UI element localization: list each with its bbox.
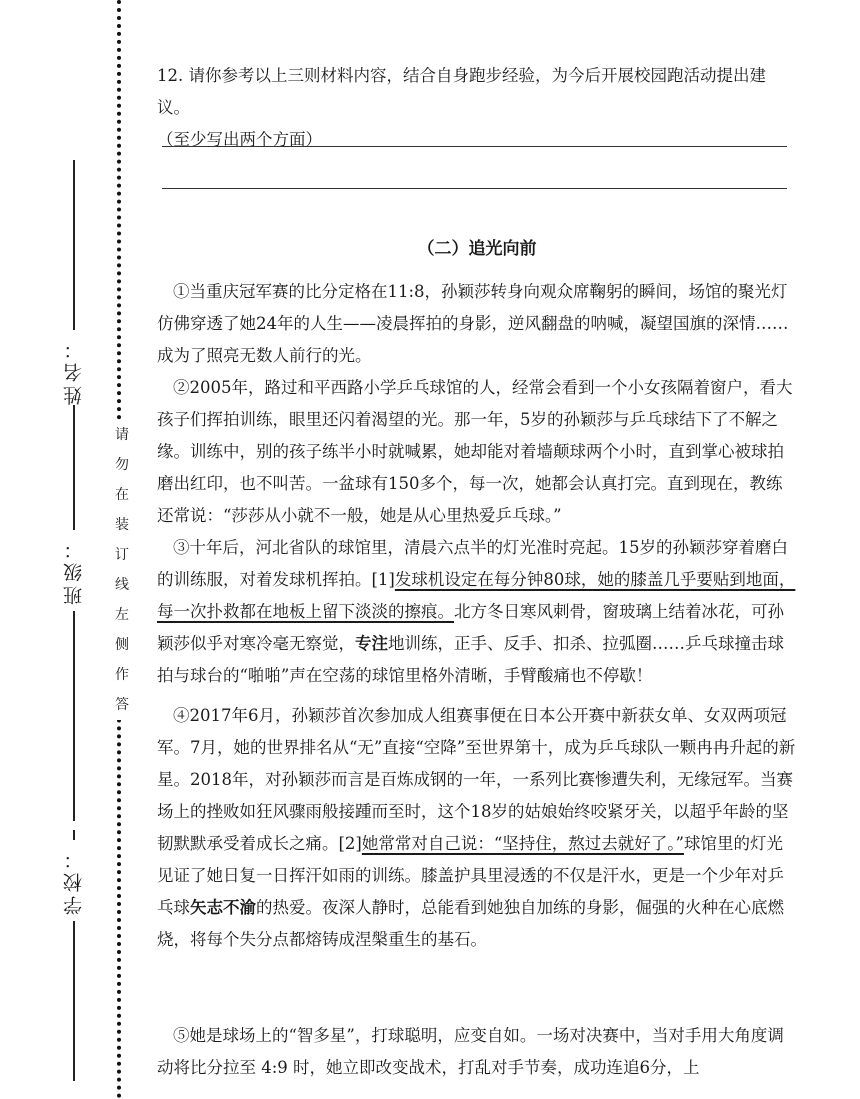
paragraph-text: 十年后，河北省队的球馆里，清晨六点半的灯光准时亮起。15岁的孙颖莎穿着磨白的训练服，对着发球机挥拍。 xyxy=(157,538,788,589)
paragraph-5 xyxy=(157,1020,797,1084)
notice-char: 线 xyxy=(115,577,129,593)
paragraph-4 xyxy=(157,700,797,956)
bold-word-focus: 专注 xyxy=(355,634,388,653)
notice-char: 侧 xyxy=(115,637,129,653)
notice-char: 在 xyxy=(115,487,129,503)
paragraph-number: ① xyxy=(173,282,190,301)
class-blank-line-lower xyxy=(73,611,75,821)
paragraph-text: 她是球场上的“智多星”，打球聪明，应变自如。一场对决赛中，当对手用大角度调动将比分拉至 4:9 时，她立即改变战术，打乱对手节奏，成功连追6分，上 xyxy=(157,1026,784,1077)
paragraph-text: 地训练，正手、反手、扣杀、拉弧圈……乒乓球撞击球拍与球台的“啪啪”声在空荡的球馆里格外清晰，手臂酸痛也不停歇！ xyxy=(157,634,784,685)
question-12-hint: （至少写出两个方面） xyxy=(157,130,322,149)
notice-char: 装 xyxy=(115,517,129,533)
question-12 xyxy=(157,60,797,156)
school-field[interactable] xyxy=(60,830,87,1081)
notice-char: 请 xyxy=(115,427,129,443)
notice-char: 订 xyxy=(115,547,129,563)
binding-notice xyxy=(113,420,131,720)
paragraph-number: ② xyxy=(173,378,190,397)
underlined-sentence-1: 发球机设定在每分钟80球，她的膝盖几乎要贴到地面，每一次扑救都在地板上留下淡淡的擦痕。 xyxy=(157,570,796,621)
bold-word-persistence: 矢志不渝 xyxy=(190,898,256,917)
school-blank-line xyxy=(73,830,75,840)
paragraph-text: 球馆里的灯光见证了她日复一日挥汗如雨的训练。膝盖护具里浸透的不仅是汗水，更是一个少年对乒乓球 xyxy=(157,834,784,917)
school-blank-line-lower xyxy=(73,921,75,1081)
answer-line-1[interactable] xyxy=(162,146,787,147)
paragraph-text: 的热爱。夜深人静时，总能看到她独自加练的身影，倔强的火种在心底燃烧，将每个失分点都熔铸成涅槃重生的基石。 xyxy=(157,898,784,949)
question-12-text: 12. 请你参考以上三则材料内容，结合自身跑步经验，为今后开展校园跑活动提出建议。 xyxy=(157,66,766,117)
paragraph-text: 2017年6月，孙颖莎首次参加成人组赛事便在日本公开赛中新获女单、女双两项冠军。7月，她的世界排名从“无”直接“空降”至世界第十，成为乒乓球队一颗冉冉升起的新星。2018年，对孙颖莎而言是百炼成钢的一年，一系列比赛惨遭失利，无缘冠军。当赛场上的挫败如狂风骤雨般接踵而至时，这个18岁的姑娘始终咬紧牙关，以超乎年龄的坚韧默默承受着成长之痛。 xyxy=(157,706,796,853)
annotation-mark-1: [1] xyxy=(371,570,395,589)
name-blank-line xyxy=(73,160,75,330)
notice-char: 答 xyxy=(115,697,129,713)
annotation-mark-2: [2] xyxy=(338,834,362,853)
paragraph-number: ③ xyxy=(173,538,190,557)
section-title: （二）追光向前 xyxy=(417,239,537,259)
class-label: 班级： xyxy=(63,536,85,605)
paragraph-1 xyxy=(157,276,797,372)
notice-char: 左 xyxy=(115,607,129,623)
name-field[interactable] xyxy=(60,160,87,446)
paragraph-text: 2005年，路过和平西路小学乒乓球馆的人，经常会看到一个小女孩隔着窗户，看大孩子们挥拍训练，眼里还闪着渴望的光。那一年，5岁的孙颖莎与乒乓球结下了不解之缘。训练中，别的孩子练半小时就喊累，她却能对着墙颠球两个小时，直到掌心被球拍磨出红印，也不叫苦。一盆球有150多个，每一次，她都会认真打完。直到现在，教练还常说：“莎莎从小就不一般，她是从心里热爱乒乓球。” xyxy=(157,378,793,525)
answer-line-2[interactable] xyxy=(162,188,787,189)
class-field[interactable] xyxy=(60,405,87,821)
notice-char: 勿 xyxy=(115,457,129,473)
class-blank-line xyxy=(73,405,75,530)
notice-char: 作 xyxy=(115,667,129,683)
paragraph-2 xyxy=(157,372,797,532)
underlined-sentence-2: 她常常对自己说：“坚持住，熬过去就好了。” xyxy=(361,834,684,853)
paragraph-3 xyxy=(157,532,797,692)
paragraph-text: 当重庆冠军赛的比分定格在11:8，孙颖莎转身向观众席鞠躬的瞬间，场馆的聚光灯仿佛穿透了她24年的人生——凌晨挥拍的身影，逆风翻盘的呐喊，凝望国旗的深情……成为了照亮无数人前行的光。 xyxy=(157,282,789,365)
name-label: 姓名： xyxy=(63,336,85,405)
school-label: 学校： xyxy=(63,846,85,915)
paragraph-number: ⑤ xyxy=(173,1026,190,1045)
paragraph-number: ④ xyxy=(173,706,190,725)
paragraph-text: 北方冬日寒风刺骨，窗玻璃上结着冰花，可孙颖莎似乎对寒冷毫无察觉， xyxy=(157,602,784,653)
